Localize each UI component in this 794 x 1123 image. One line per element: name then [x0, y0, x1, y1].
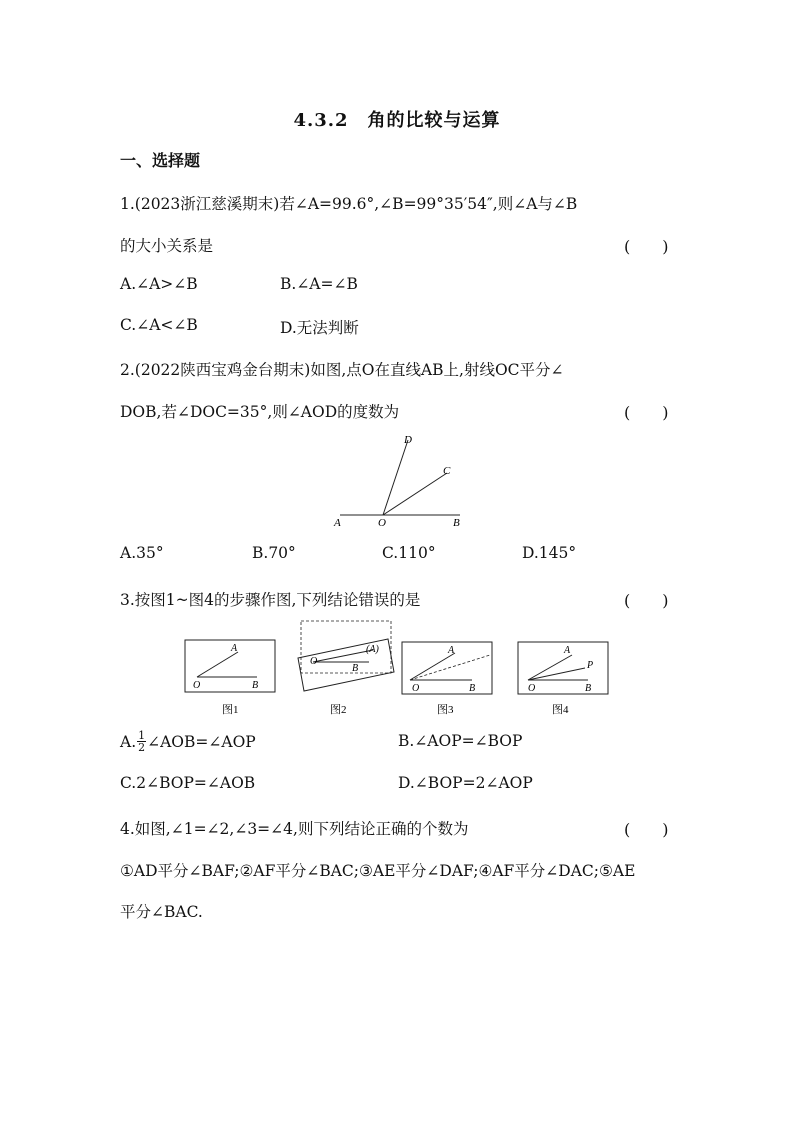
caption-figure-2: 图2	[330, 704, 347, 716]
fraction-one-half	[137, 730, 146, 753]
fig4-label-p: P	[587, 660, 594, 671]
fraction-numerator: 1	[138, 729, 146, 742]
label-b: B	[453, 517, 460, 529]
caption-figure-1: 图1	[222, 704, 239, 716]
ray-od	[383, 440, 408, 515]
q1-option-c: C.∠A<∠B	[120, 316, 198, 334]
fig3-label-o: O	[412, 683, 420, 694]
q1-option-a: A.∠A>∠B	[120, 275, 198, 293]
q3-step-figures	[180, 616, 610, 722]
fig2-label-b: B	[352, 663, 359, 674]
ray-oc	[383, 473, 447, 515]
q4-stem: 4.如图,∠1=∠2,∠3=∠4,则下列结论正确的个数为	[120, 820, 469, 838]
figure-2	[298, 621, 394, 716]
q1-answer-blank: ( )	[624, 237, 669, 256]
q3-option-b: B.∠AOP=∠BOP	[398, 732, 523, 750]
q2-option-d: D.145°	[522, 544, 577, 562]
q3-option-a-prefix: A.	[120, 732, 137, 751]
q4-statements-line2: 平分∠BAC.	[120, 903, 203, 921]
q3-stem: 3.按图1~图4的步骤作图,下列结论错误的是	[120, 591, 421, 609]
fig4-label-o: O	[528, 683, 536, 694]
q2-option-b: B.70°	[252, 544, 296, 562]
q3-option-a-text: ∠AOB=∠AOP	[147, 732, 256, 751]
label-o: O	[378, 517, 386, 529]
figure-1	[185, 640, 275, 716]
caption-figure-3: 图3	[437, 704, 454, 716]
label-d: D	[404, 434, 412, 446]
q3-option-d: D.∠BOP=2∠AOP	[398, 774, 533, 792]
label-c: C	[443, 465, 451, 477]
section-heading: 一、选择题	[120, 151, 201, 170]
q3-answer-blank: ( )	[624, 591, 669, 610]
fig1-label-b: B	[252, 680, 259, 691]
q3-option-c: C.2∠BOP=∠AOB	[120, 774, 256, 792]
q4-statements-line1: ①AD平分∠BAF;②AF平分∠BAC;③AE平分∠DAF;④AF平分∠DAC;⑤AE	[120, 862, 636, 880]
fig1-label-o: O	[193, 680, 201, 691]
fig4-label-b: B	[585, 683, 592, 694]
q1-option-d: D.无法判断	[280, 319, 359, 337]
q3-option-a	[120, 730, 256, 753]
fig2-label-o: O	[310, 656, 318, 667]
q4-answer-blank: ( )	[624, 820, 669, 839]
q2-angle-figure	[320, 428, 480, 532]
q1-option-b: B.∠A=∠B	[280, 275, 358, 293]
fraction-denominator: 2	[138, 741, 146, 754]
q2-answer-blank: ( )	[624, 403, 669, 422]
q1-stem-line2: 的大小关系是	[120, 237, 214, 255]
fig4-label-a: A	[564, 645, 571, 656]
q1-stem-line1: 1.(2023浙江慈溪期末)若∠A=99.6°,∠B=99°35′54″,则∠A与∠B	[120, 195, 578, 213]
q2-stem-line2: DOB,若∠DOC=35°,则∠AOD的度数为	[120, 403, 400, 421]
caption-figure-4: 图4	[552, 704, 569, 716]
label-a: A	[334, 517, 341, 529]
figure-3	[402, 642, 492, 716]
fig3-label-a: A	[448, 645, 455, 656]
fig2-label-a-paren: (A)	[366, 644, 379, 655]
figure-4	[518, 642, 608, 716]
q2-stem-line1: 2.(2022陕西宝鸡金台期末)如图,点O在直线AB上,射线OC平分∠	[120, 361, 564, 379]
page-title: 4.3.2 角的比较与运算	[293, 110, 501, 131]
fig3-label-b: B	[469, 683, 476, 694]
fig1-label-a: A	[231, 643, 238, 654]
q2-option-c: C.110°	[382, 544, 436, 562]
q2-option-a: A.35°	[120, 544, 164, 562]
